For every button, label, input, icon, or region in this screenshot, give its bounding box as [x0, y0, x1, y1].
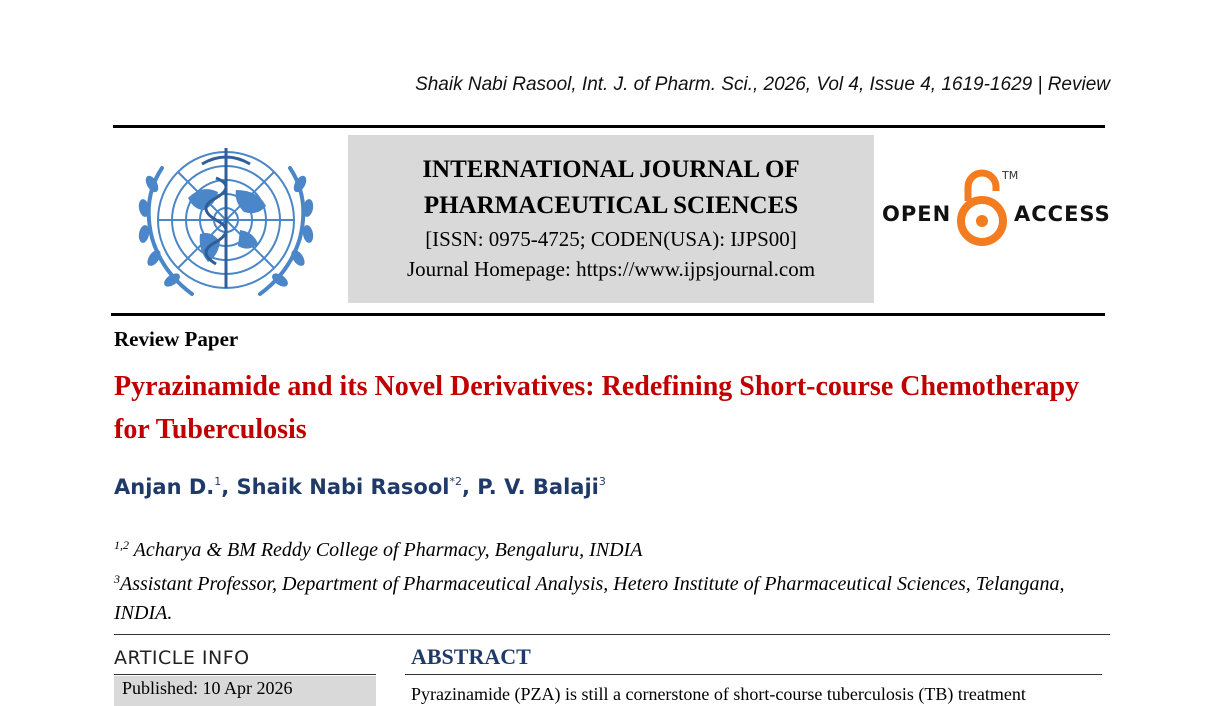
trademark-mark: TM — [1002, 169, 1019, 182]
published-date: Published: 10 Apr 2026 — [122, 678, 293, 698]
affiliation-mark: 3 — [114, 572, 120, 586]
affiliation-line — [114, 565, 1104, 628]
journal-title-line2: PHARMACEUTICAL SCIENCES — [423, 192, 799, 219]
open-access-logo — [880, 165, 1110, 251]
author-affiliation-mark: *2 — [449, 475, 462, 488]
author-list: Anjan D.$^1$, Shaik Nabi Rasool$^{*2}$, P. V. Balaji$^3$ — [114, 475, 606, 499]
open-access-open-word: OPEN — [882, 202, 952, 226]
header-rule-bottom — [111, 313, 1105, 316]
section-divider — [114, 634, 1110, 635]
paper-type: Review Paper — [114, 327, 239, 351]
header-rule-top — [113, 125, 1105, 128]
running-head: Shaik Nabi Rasool, Int. J. of Pharm. Sci., 2026, Vol 4, Issue 4, 1619-1629 | Review — [415, 74, 1110, 95]
journal-issn: [ISSN: 0975-4725; CODEN(USA): IJPS00] — [425, 227, 797, 251]
affiliation-text: Assistant Professor, Department of Pharmaceutical Analysis, Hetero Institute of Pharmaceutical Sciences, Telangana, INDIA. — [114, 573, 1065, 624]
article-title: Pyrazinamide and its Novel Derivatives: Redefining Short-course Chemotherapy for Tuberculosis — [114, 371, 1080, 445]
author-affiliation-mark: 3 — [598, 475, 606, 488]
abstract-rule — [405, 674, 1102, 675]
affiliations — [114, 531, 1104, 628]
journal-title-line1: INTERNATIONAL JOURNAL OF — [422, 156, 800, 183]
journal-masthead — [348, 135, 874, 303]
published-date-box — [114, 676, 376, 706]
abstract-heading: ABSTRACT — [411, 644, 531, 669]
article-info-rule — [114, 674, 376, 675]
affiliation-line — [114, 531, 1104, 565]
affiliation-mark: 1,2 — [114, 538, 129, 552]
open-access-access-word: ACCESS — [1014, 202, 1111, 226]
author-name[interactable]: Shaik Nabi Rasool — [236, 475, 450, 499]
un-emblem-icon — [128, 138, 324, 306]
article-info-heading: ARTICLE INFO — [114, 647, 250, 669]
author-name[interactable]: P. V. Balaji — [477, 475, 599, 499]
journal-homepage[interactable]: Journal Homepage: https://www.ijpsjournal.com — [406, 257, 816, 281]
affiliation-text: Acharya & BM Reddy College of Pharmacy, Bengaluru, INDIA — [129, 539, 643, 561]
abstract-text: Pyrazinamide (PZA) is still a cornerstone of short-course tuberculosis (TB) treatment — [411, 684, 1026, 704]
author-name[interactable]: Anjan D. — [114, 475, 215, 499]
author-affiliation-mark: 1 — [214, 475, 222, 488]
